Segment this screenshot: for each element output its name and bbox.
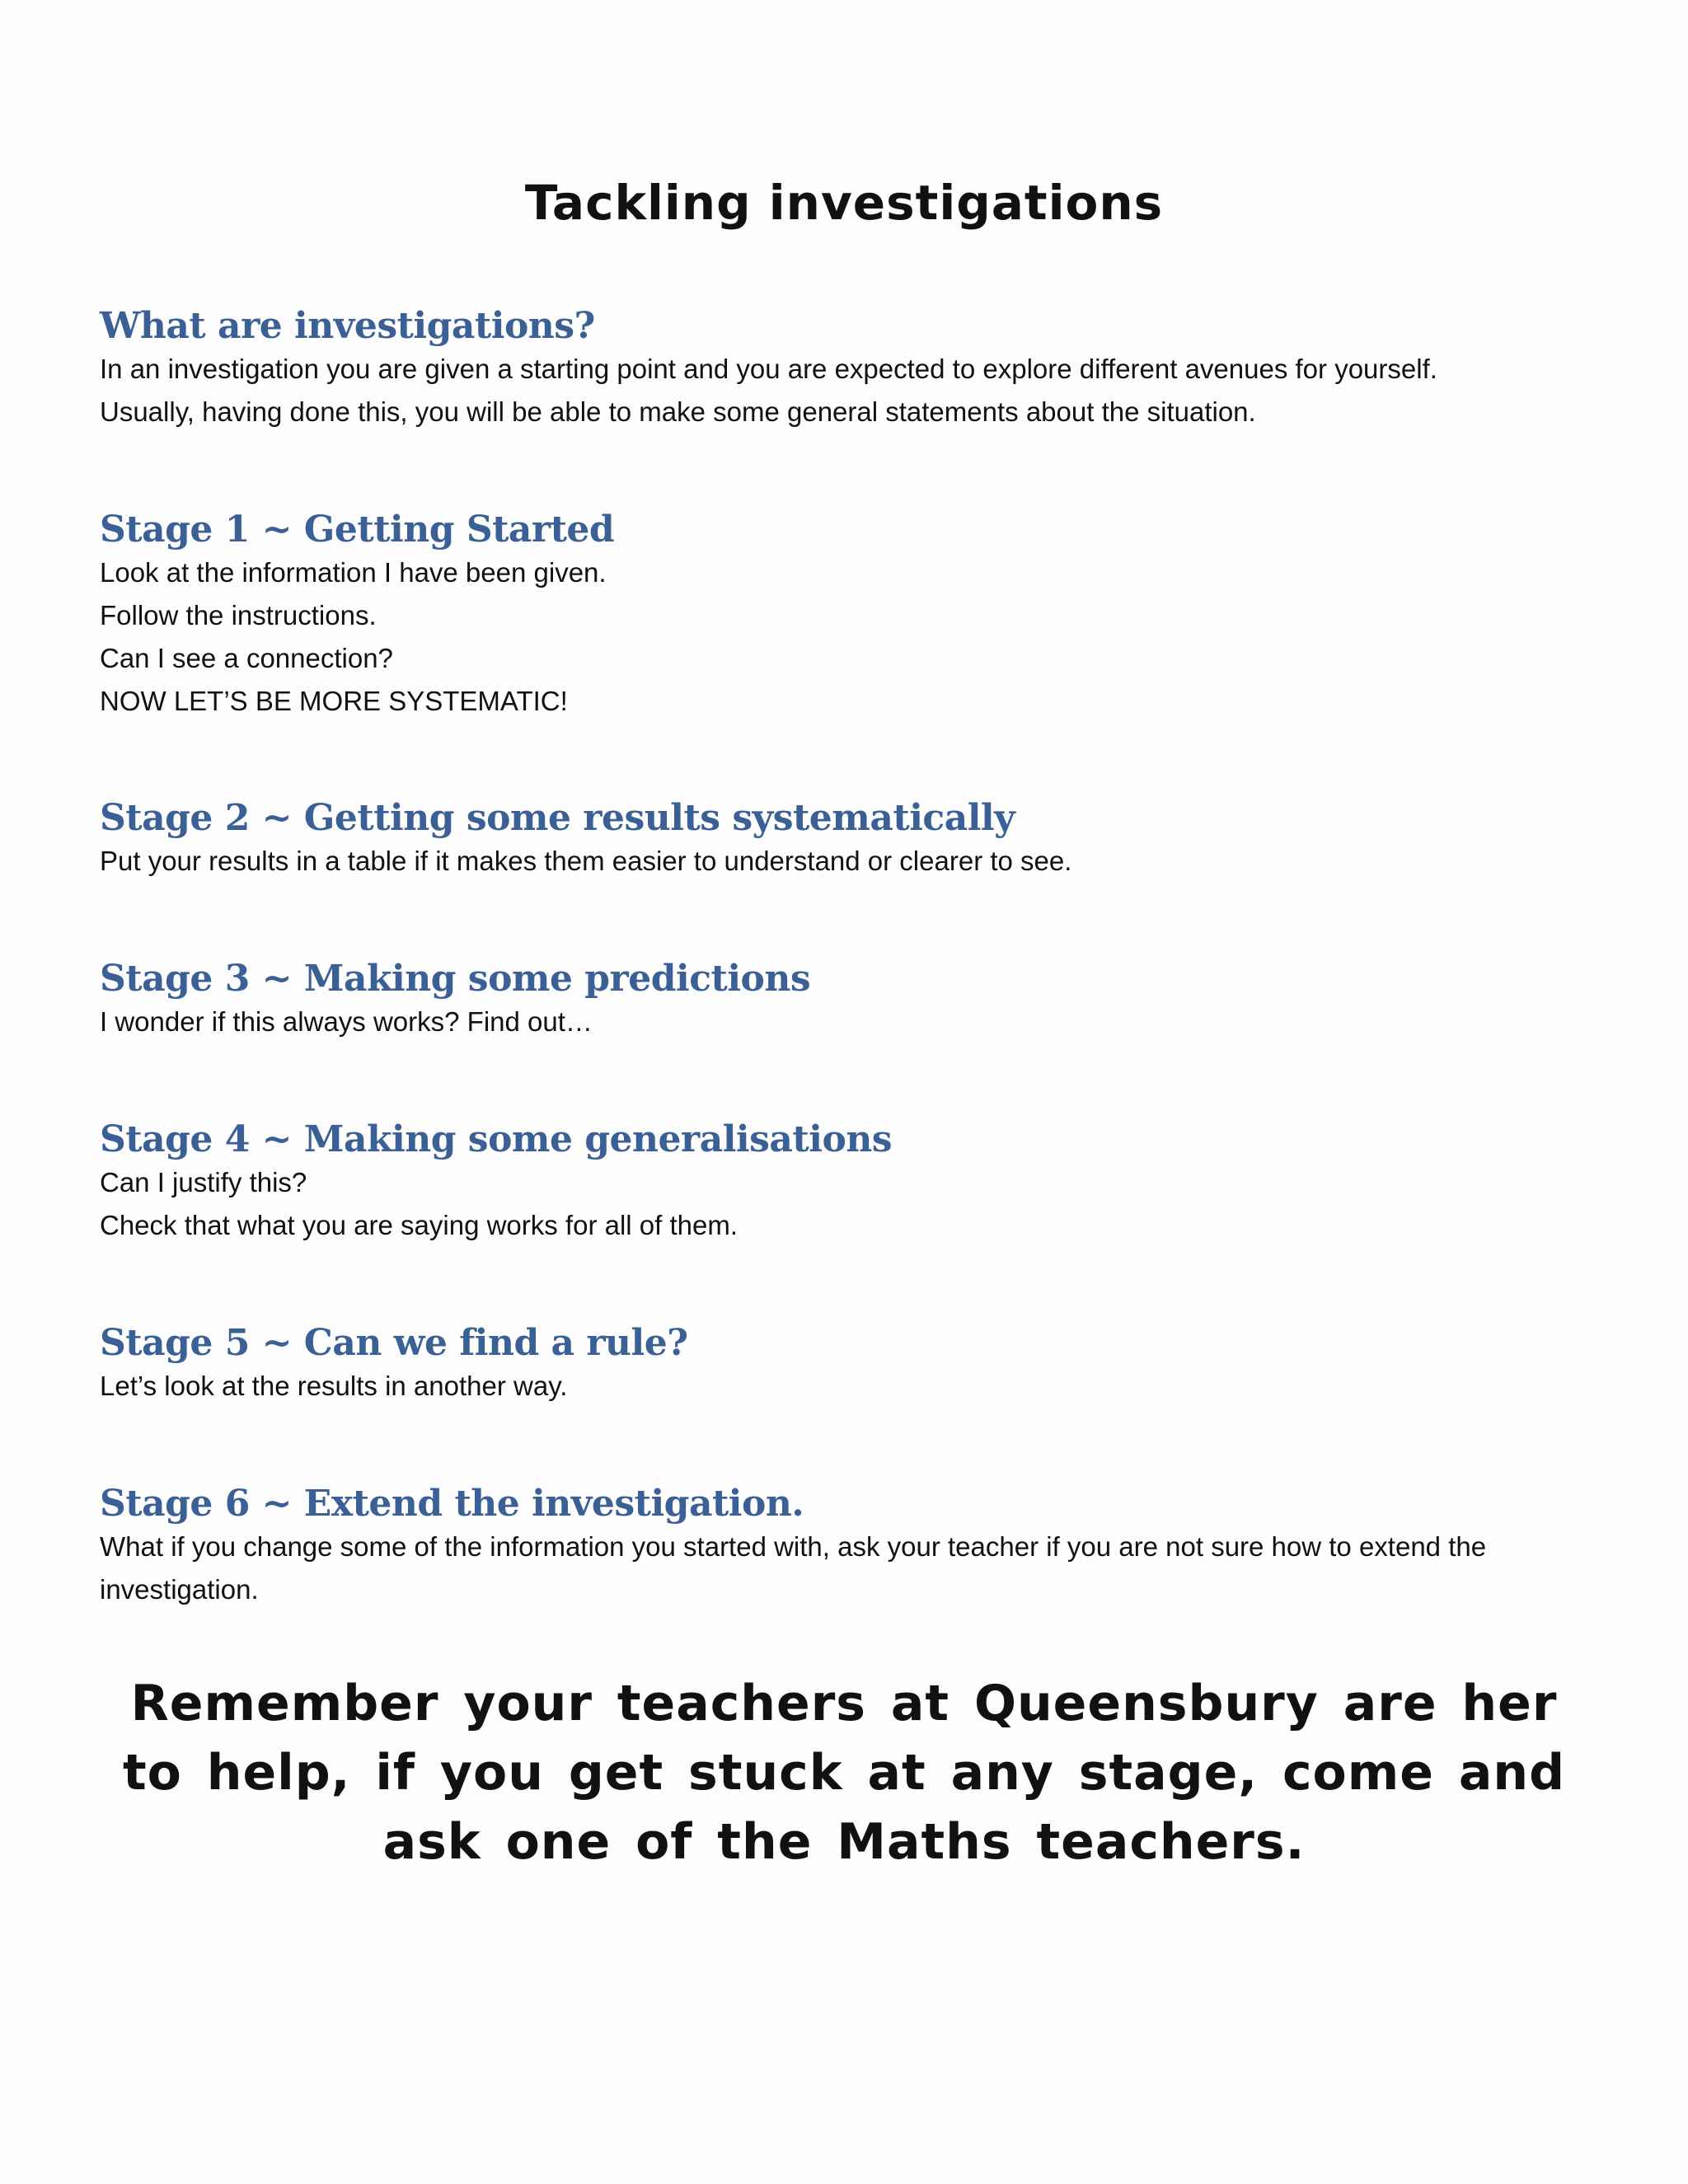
closing-remark: Remember your teachers at Queensbury are her to help, if you get stuck at any stage, come and ask one of the Maths teachers. — [122, 1675, 1566, 1871]
section-line: Check that what you are saying works for all of them. — [100, 1210, 738, 1240]
section-stage-4 — [100, 1118, 1583, 1247]
section-line: Look at the information I have been given. — [100, 557, 607, 588]
section-heading: Stage 6 ~ Extend the investigation. — [100, 1483, 804, 1525]
section-heading: Stage 3 ~ Making some predictions — [100, 958, 811, 1000]
section-line: Let’s look at the results in another way. — [100, 1371, 568, 1401]
section-heading: Stage 2 ~ Getting some results systematically — [100, 797, 1015, 839]
section-line: NOW LET’S BE MORE SYSTEMATIC! — [100, 686, 568, 716]
document-title: Tackling investigations — [524, 175, 1164, 231]
section-line: Can I see a connection? — [100, 643, 393, 673]
section-stage-6 — [100, 1483, 1583, 1611]
section-what-are-investigations — [100, 305, 1583, 434]
section-stage-2 — [100, 797, 1583, 883]
section-line: I wonder if this always works? Find out… — [100, 1006, 593, 1037]
section-line: In an investigation you are given a starting point and you are expected to explore different avenues for yourself. — [100, 354, 1437, 384]
section-line: Follow the instructions. — [100, 600, 377, 630]
section-line: investigation. — [100, 1574, 259, 1605]
section-heading: Stage 5 ~ Can we find a rule? — [100, 1322, 688, 1364]
section-line: What if you change some of the information you started with, ask your teacher if you are not sure how to extend the — [100, 1531, 1487, 1562]
section-line: Put your results in a table if it makes them easier to understand or clearer to see. — [100, 846, 1072, 876]
section-heading: Stage 4 ~ Making some generalisations — [100, 1118, 893, 1160]
section-stage-5 — [100, 1322, 1583, 1408]
section-heading: Stage 1 ~ Getting Started — [100, 509, 615, 551]
section-heading: What are investigations? — [100, 305, 595, 347]
section-stage-3 — [100, 958, 1583, 1043]
section-line: Can I justify this? — [100, 1167, 307, 1197]
section-stage-1 — [100, 509, 1583, 723]
section-line: Usually, having done this, you will be able to make some general statements about the situation. — [100, 396, 1256, 427]
